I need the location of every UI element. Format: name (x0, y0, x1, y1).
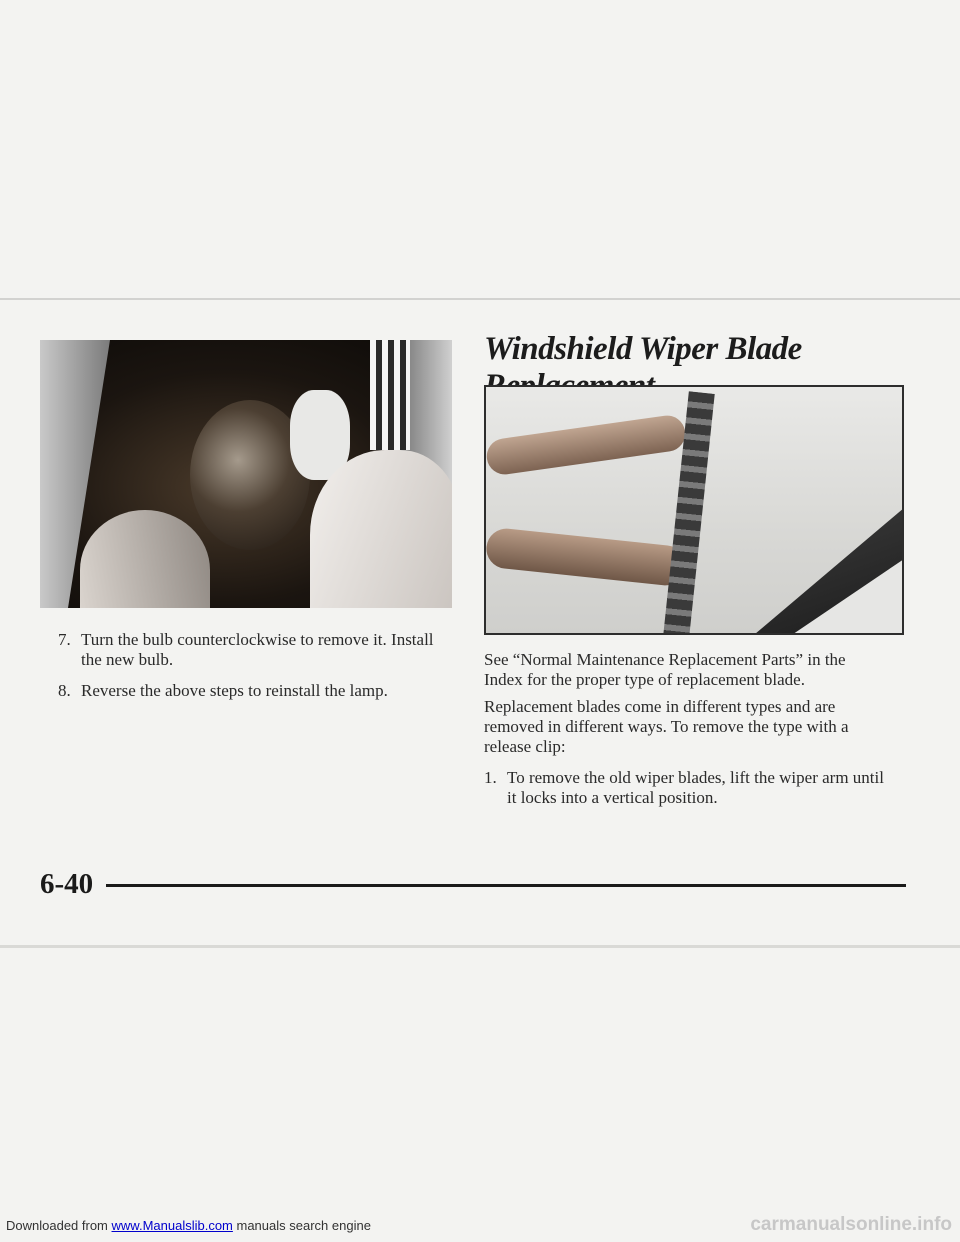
step-7 (58, 630, 458, 670)
left-hand (80, 510, 210, 608)
step-number: 7. (58, 630, 71, 649)
wires (370, 340, 410, 450)
step-number: 1. (484, 768, 497, 787)
right-steps (484, 768, 884, 819)
page-number: 6-40 (40, 868, 94, 900)
step-8 (58, 681, 458, 701)
step-number: 8. (58, 681, 71, 700)
page-top-rule (0, 298, 960, 300)
wiper-blade-photo (484, 385, 904, 635)
right-hand (310, 450, 452, 608)
downloaded-from-text: Downloaded from (6, 1218, 108, 1233)
manualslib-link[interactable]: www.Manualslib.com (111, 1218, 233, 1233)
step-text: To remove the old wiper blades, lift the wiper arm until it locks into a vertical position. (507, 768, 884, 807)
footer-rule (106, 884, 906, 887)
page-bottom-rule (0, 945, 960, 948)
paragraph-replacement-parts: See “Normal Maintenance Replacement Parts” in the Index for the proper type of replacement blade. (484, 650, 846, 689)
paragraph-blade-types: Replacement blades come in different types and are removed in different ways. To remove the type with a release clip: (484, 697, 849, 756)
watermark: carmanualsonline.info (750, 1214, 952, 1235)
lower-arm (484, 527, 687, 588)
step-text: Reverse the above steps to reinstall the lamp. (81, 681, 388, 700)
bulb-removal-photo (40, 340, 452, 608)
download-banner (6, 1218, 371, 1233)
left-steps (58, 630, 458, 712)
step-1 (484, 768, 884, 808)
upper-arm (484, 413, 687, 476)
banner-suffix: manuals search engine (232, 1218, 371, 1233)
section-title: Windshield Wiper Blade (484, 331, 802, 367)
step-text: Turn the bulb counterclockwise to remove it. Install the new bulb. (81, 630, 434, 669)
